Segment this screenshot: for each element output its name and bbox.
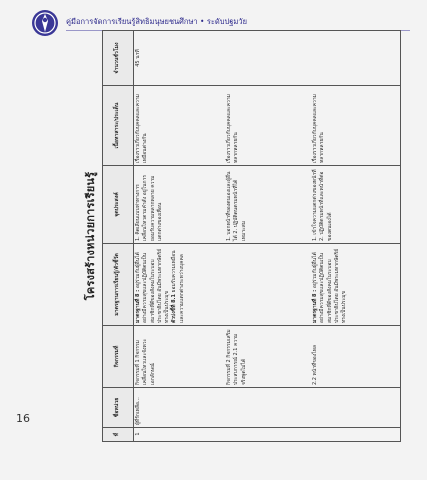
cell-content-1: เรื่องราวเกี่ยวกับบุคคลและความเหมือนต่างกัน [135, 94, 149, 163]
standard-heading: มาตรฐานที่ 8 : [135, 289, 141, 323]
header-title: คู่มือการจัดการเรียนรู้สิทธิมนุษยชนศึกษา [66, 17, 198, 26]
cell-objective-1: 1. คิดเลียนแบบท่าทางการเคลื่อนไหวตามคำสั่ง อยู่ในการยอมรับความหลากหลาย ความแตกต่างของเพื่อน [135, 174, 163, 241]
col-header-content: เนื้อหาสาระ/ประเด็น [103, 85, 133, 165]
standard-text: อยู่ร่วมกับผู้อื่นได้อย่างมีความสุขและปฏิบัติตนเป็นสมาชิกที่ดีของสังคมในระบอบประชาธิปไตย อันมีพระมหากษัตริย์ทรงเป็นประมุข [312, 248, 347, 323]
cell-activity-1: กิจกรรมที่ 1 กิจกรรมเคลื่อนไหวและจังหวะ เอกลักษณ์ [135, 338, 156, 385]
cell-content-3: เรื่องราวเกี่ยวกับบุคคลและความหลากหลายกัน [312, 94, 326, 163]
indicator-heading: ตัวบ่งชี้ที่ 8.1 [171, 294, 178, 323]
page-number: 16 [16, 412, 30, 425]
cell-standard-group-2 [311, 243, 399, 325]
indicator-text: ยอมรับความเหมือนและความแตกต่างระหว่างบุคคล [171, 250, 185, 323]
cell-objective-2: 1. บอกหน้าที่ของตนเองและผู้อื่นได้ 2. ปฏิบัติตนตามหน้าที่ได้เหมาะสม [226, 171, 247, 241]
cell-standard-group-1 [134, 243, 310, 325]
col-header-unit: ชื่อหน่วย [103, 387, 133, 427]
cell-unit-name: ผู้ที่รักเหลือ... [135, 397, 141, 425]
agency-logo-icon [30, 8, 60, 38]
standard-heading: มาตรฐานที่ 8 : [312, 289, 318, 323]
header-subtitle: ระดับปฐมวัย [206, 17, 247, 26]
cell-activity-3: 2.2 หน้าที่ของไหล [312, 344, 318, 385]
unit-structure-table [78, 30, 401, 442]
col-header-no: ที่ [103, 427, 133, 441]
cell-hours: 45 นาที [135, 49, 141, 67]
col-header-hours: จำนวนชั่วโมง [114, 42, 121, 74]
table-header-row [103, 31, 134, 441]
cell-content-2: เรื่องราวเกี่ยวกับบุคคลและความหลากหลายกัน [226, 94, 240, 163]
table-title: โครงสร้างหน่วยการเรียนรู้ [84, 171, 97, 301]
col-header-standard: มาตรฐานการเรียนรู้/ตัวชี้วัด [103, 243, 133, 325]
cell-objective-3: 1. เข้าใจความแตกต่างของหน้าที่ 2. ปฏิบัติตามหน้าที่และหน้าที่ต่อของตนเองได้ [312, 169, 333, 241]
header-separator: • [200, 17, 205, 26]
table-grid [102, 30, 401, 442]
cell-activity-2: กิจกรรมที่ 2 กิจกรรมเสริมประสบการณ์ 2.1 ความจริงพูดไม่ได้ [226, 329, 247, 385]
cell-row-no: 1 [135, 432, 141, 436]
col-header-objective: จุดประสงค์ [103, 165, 133, 243]
rotated-table-wrapper [78, 30, 401, 442]
header-title-line [66, 16, 247, 28]
col-header-activity: กิจกรรมที่ [103, 325, 133, 387]
standard-text: อยู่ร่วมกับผู้อื่นได้อย่างมีความสุขและปฏิบัติตนเป็นสมาชิกที่ดีของสังคมในระบอบประชาธิปไตย อันมีพระมหากษัตริย์ทรงเป็นประมุข [135, 248, 170, 323]
column-divider [133, 427, 400, 428]
